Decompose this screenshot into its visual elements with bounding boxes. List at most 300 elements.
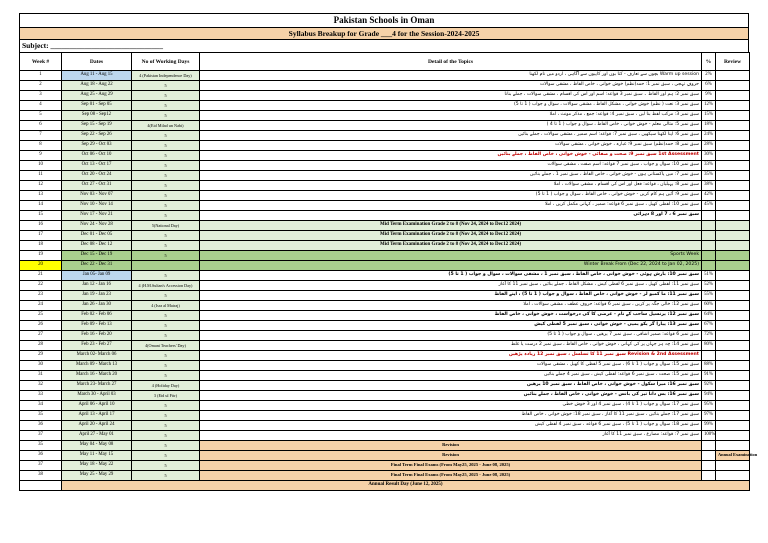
detail-cell: سبق نمبر 13: پیارا گر یکو یمپی - خوش خوانی ، سبق نمبر 5 لفظی کیش [200, 321, 702, 331]
percent-cell: 51% [702, 271, 716, 281]
detail-cell: سبق نمبر 3: مرکب لفظ بنا لیں ، سبق نمبر 4: قواعد: جمع ، مذکر مونث ، املا [200, 111, 702, 121]
detail-cell: سبق نمبر 10: بارش ہوئی - خوش خوانی ، خاص الفاظ ، سبق نمبر 1 ، مشقی سوالات ، سوال و جواب ( 1 تا 5) [200, 271, 702, 281]
syllabus-sheet [19, 13, 758, 491]
review-cell [716, 71, 750, 81]
table-row [20, 171, 750, 181]
detail-cell: سبق نمبر 9: آئیں ہم کام کریں - خوش خوانی ، خاص الفاظ ، سوال و جواب ( 1 تا 5) [200, 191, 702, 201]
table-row [20, 421, 750, 431]
week-cell: 3 [20, 91, 62, 101]
working-days-cell: 5 [132, 461, 200, 471]
table-row [20, 211, 750, 221]
review-cell [716, 331, 750, 341]
percent-cell: 94% [702, 391, 716, 401]
week-cell: 24 [20, 301, 62, 311]
dates-cell: Sep 15 - Sep 19 [62, 121, 132, 131]
detail-cell: سبق نمبر 15: صحت ، سبق نمبر 6 قواعد: لفظی کیش ، سبق نمبر 4 جملے بنائیں [200, 371, 702, 381]
table-row [20, 71, 750, 81]
dates-cell: Oct 20 - Oct 24 [62, 171, 132, 181]
review-cell [716, 231, 750, 241]
header-percent: % [702, 53, 716, 71]
subject-field: Subject: ______________________________ [19, 39, 749, 52]
detail-cell: سبق نمبر 15: سوال و جواب ( 1 تا 6) ، سبق نمبر 5 لفظی کا کھیل ، مشقی سوالات [200, 361, 702, 371]
page-title: Pakistan Schools in Oman [19, 13, 749, 27]
percent-cell: 100% [702, 431, 716, 441]
working-days-cell: 4(Omani Teachers' Day) [132, 341, 200, 351]
dates-cell: April 13 - April 17 [62, 411, 132, 421]
working-days-cell: 5 [132, 201, 200, 211]
working-days-cell: 5 [132, 231, 200, 241]
percent-cell: 55% [702, 291, 716, 301]
working-days-cell: 5 [132, 131, 200, 141]
dates-cell: Sep 08 - Sep12 [62, 111, 132, 121]
table-row [20, 161, 750, 171]
percent-cell: 91% [702, 371, 716, 381]
review-cell [716, 291, 750, 301]
header-detail: Detail of the Topics [200, 53, 702, 71]
detail-cell: Revision [200, 441, 702, 451]
detail-cell: Warm up session بچوں سے تعارف - کتا بوں اور کاپیوں سے آگاہی ، اردو میں نام لکھنا [200, 71, 702, 81]
dates-cell: Jan 26 - Jan 30 [62, 301, 132, 311]
dates-cell: Dec 22 - Dec 31 [62, 261, 132, 271]
table-row [20, 131, 750, 141]
table-row [20, 151, 750, 161]
percent-cell: 28% [702, 141, 716, 151]
week-cell: 17 [20, 231, 62, 241]
percent-cell [702, 451, 716, 461]
table-row [20, 311, 750, 321]
dates-cell: Feb 09 - Feb 13 [62, 321, 132, 331]
dates-cell: Oct 27 - Oct 31 [62, 181, 132, 191]
detail-cell: Sports Week [200, 251, 702, 261]
percent-cell [702, 441, 716, 451]
week-cell: 19 [20, 251, 62, 261]
review-cell [716, 381, 750, 391]
dates-cell: Jan 19 - Jan 23 [62, 291, 132, 301]
working-days-cell: 5 [132, 431, 200, 441]
week-cell: 10 [20, 161, 62, 171]
table-row [20, 231, 750, 241]
dates-cell: Sep 22 - Sep 26 [62, 131, 132, 141]
table-row [20, 271, 750, 281]
dates-cell: Jan 05- Jan 09 [62, 271, 132, 281]
table-row [20, 471, 750, 481]
working-days-cell: 5 [132, 181, 200, 191]
review-cell [716, 111, 750, 121]
week-cell: 1 [20, 71, 62, 81]
detail-cell: سبق نمبر 6: اپنا لکھنا سیکھیں ، سبق نمبر 7: قواعد: اسم ضمیر ، مشقی سوالات ، جملے بنائیں [200, 131, 702, 141]
dates-cell: March 02- March 06 [62, 351, 132, 361]
percent-cell: 60% [702, 301, 716, 311]
table-row [20, 191, 750, 201]
working-days-cell: 5 [132, 411, 200, 421]
week-cell: 30 [20, 361, 62, 371]
review-cell [716, 411, 750, 421]
detail-cell: سبق نمبر 3: نعت ( نظم) خوش خوانی ، مشکل الفاظ ، مشقی سوالات ، سوال و جواب ( 1 تا 5) [200, 101, 702, 111]
review-cell [716, 251, 750, 261]
detail-cell: Mid Term Examination Grade 2 to 8 (Nov 24, 2024 to Dec12 2024) [200, 231, 702, 241]
review-cell [716, 171, 750, 181]
working-days-cell: 5 [132, 291, 200, 301]
detail-cell: Revision [200, 451, 702, 461]
working-days-cell: 5 [132, 331, 200, 341]
week-cell: 11 [20, 171, 62, 181]
table-row [20, 221, 750, 231]
dates-cell: March 16 - March 20 [62, 371, 132, 381]
dates-cell: Feb 23 - Feb 27 [62, 341, 132, 351]
week-cell: 27 [20, 331, 62, 341]
table-row [20, 261, 750, 271]
detail-cell: سبق نمبر 16: میرا سکول - خوش خوانی ، خاص الفاظ ، سبق نمبر 10 یزھیں [200, 381, 702, 391]
percent-cell [702, 251, 716, 261]
week-cell: 25 [20, 311, 62, 321]
percent-cell: 42% [702, 191, 716, 201]
working-days-cell: 5 [132, 321, 200, 331]
dates-cell: Dec 01 - Dec 05 [62, 231, 132, 241]
table-row [20, 321, 750, 331]
table-row [20, 331, 750, 341]
review-cell: Annual Examination [716, 451, 750, 461]
dates-cell: Sep 01 - Sep 05 [62, 101, 132, 111]
percent-cell: 9% [702, 91, 716, 101]
review-cell [716, 211, 750, 221]
percent-cell [702, 221, 716, 231]
week-cell: 35 [20, 411, 62, 421]
percent-cell [702, 261, 716, 271]
working-days-cell: 5 [132, 141, 200, 151]
working-days-cell: 5 [132, 311, 200, 321]
table-row [20, 351, 750, 361]
table-row [20, 251, 750, 261]
percent-cell: 80% [702, 341, 716, 351]
detail-cell: سبق نمبر 12: یرنسپل ساحب کے نام - عرضی کا کی درخواست ، خوش خوانی ، خاص الفاظ [200, 311, 702, 321]
review-cell [716, 351, 750, 361]
dates-cell: Oct 13 - Oct 17 [62, 161, 132, 171]
working-days-cell: 3 (Eid ul Fitr) [132, 391, 200, 401]
detail-cell: سبق نمبر 12: خالی جگہ پر کریں ، سبق نمبر 6 قواعد: حروف عطف ، مشقی سوالات ، املا [200, 301, 702, 311]
week-cell: 32 [20, 381, 62, 391]
dates-cell: May 04 - May 08 [62, 441, 132, 451]
detail-cell: 1st Assessment سبق نمبر 9: صحت و صفائی - خوش خوانی ، خاص الفاظ ، جملے بنائیں [200, 151, 702, 161]
percent-cell [702, 461, 716, 471]
percent-cell: 35% [702, 171, 716, 181]
annual-result-row [20, 481, 750, 491]
dates-cell: April 06 - April 10 [62, 401, 132, 411]
week-cell: 34 [20, 401, 62, 411]
percent-cell [702, 471, 716, 481]
table-row [20, 451, 750, 461]
table-row [20, 141, 750, 151]
percent-cell: 72% [702, 331, 716, 341]
review-cell [716, 281, 750, 291]
detail-cell: سبق نمبر 18: سوال و جواب ( 1 تا 5) ، سبق نمبر 6 قواعد ، سبق نمبر 4 لفظی کیش [200, 421, 702, 431]
table-row [20, 391, 750, 401]
week-cell: 9 [20, 151, 62, 161]
percent-cell: 95% [702, 401, 716, 411]
working-days-cell: 5 [132, 271, 200, 281]
header-dates: Dates [62, 53, 132, 71]
table-row [20, 101, 750, 111]
table-row [20, 441, 750, 451]
detail-cell: سبق نمبر 10: لفظی کھیل ، سبق نمبر 6 قواعد: ضمیر ، کہانی مکمل کریں ، املا [200, 201, 702, 211]
dates-cell: Oct 06 - Oct 10 [62, 151, 132, 161]
review-cell [716, 391, 750, 401]
table-row [20, 91, 750, 101]
review-cell [716, 131, 750, 141]
week-cell: 37 [20, 461, 62, 471]
syllabus-subtitle: Syllabus Breakup for Grade ___4 for the Session-2024-2025 [19, 27, 749, 39]
percent-cell: 38% [702, 181, 716, 191]
detail-cell: سبق نمبر 11: ما کمیو لز - خوش خوانی ، خاص الفاظ ، سوال و جواب ( 1 تا 5) ، اپنے الفاظ [200, 291, 702, 301]
table-row [20, 381, 750, 391]
table-row [20, 431, 750, 441]
dates-cell: March 30 - April 03 [62, 391, 132, 401]
detail-cell: Winter Break From (Dec 22, 2024 to Jan 02, 2025) [200, 261, 702, 271]
dates-cell: Sep 29 - Oct 03 [62, 141, 132, 151]
review-cell [716, 201, 750, 211]
dates-cell: March 09 - March 13 [62, 361, 132, 371]
table-row [20, 411, 750, 421]
dates-cell: Aug 11 - Aug 15 [62, 71, 132, 81]
review-cell [716, 241, 750, 251]
working-days-cell: 5 [132, 161, 200, 171]
working-days-cell: 4 (Pakistan Independence Day) [132, 71, 200, 81]
working-days-cell: 5 [132, 211, 200, 221]
week-cell: 29 [20, 351, 62, 361]
review-cell [716, 221, 750, 231]
dates-cell: Dec 15 - Dec 19 [62, 251, 132, 261]
week-cell: 31 [20, 371, 62, 381]
dates-cell: April 20 - April 24 [62, 421, 132, 431]
review-cell [716, 341, 750, 351]
percent-cell: 99% [702, 421, 716, 431]
dates-cell: April 27 - May 01 [62, 431, 132, 441]
week-cell: 36 [20, 451, 62, 461]
detail-cell: سبق نمبر 10: سوال و جواب ، سبق نمبر 7 قواعد: اسم صفت ، مشقی سوالات [200, 161, 702, 171]
week-cell: 7 [20, 131, 62, 141]
dates-cell: Dec 08 - Dec 12 [62, 241, 132, 251]
working-days-cell: 5 [132, 191, 200, 201]
table-row [20, 201, 750, 211]
detail-cell: سبق نمبر 7: میں پاکستانی ہوں - خوش خوانی ، خاص الفاظ ، سبق نمبر 1 ، جملے بنائیں [200, 171, 702, 181]
review-cell [716, 81, 750, 91]
working-days-cell: 5 [132, 371, 200, 381]
week-cell: 36 [20, 421, 62, 431]
detail-cell: سبق نمبر 8: پہیلیاں ، قواعد: فعل اور اس کی اقسام ، مشقی سوالات ، املا [200, 181, 702, 191]
working-days-cell: 4 (H.M.Sultan's Accession Day) [132, 281, 200, 291]
review-cell [716, 141, 750, 151]
detail-cell: سبق نمبر 17: جملے بنائیں ، سبق نمبر 11 کا آغاز ، سبق نمبر 18: خوش خوانی ، خاص الفاظ [200, 411, 702, 421]
header-working-days: No of Working Days [132, 53, 200, 71]
week-cell: 8 [20, 141, 62, 151]
review-cell [716, 151, 750, 161]
review-cell [716, 471, 750, 481]
working-days-cell: 5 [132, 441, 200, 451]
table-row [20, 361, 750, 371]
header-week: Week # [20, 53, 62, 71]
annual-result-cell: Annual Result Day (June 12, 2025) [62, 481, 750, 491]
working-days-cell: 5 [132, 111, 200, 121]
working-days-cell [132, 261, 200, 271]
detail-cell: سبق نمبر 7: قواعد: مضارع ، سبق نمبر 11 کا آغاز [200, 431, 702, 441]
week-cell: 5 [20, 111, 62, 121]
table-body [20, 71, 758, 491]
week-cell: 6 [20, 121, 62, 131]
review-cell [716, 321, 750, 331]
dates-cell: Nov 17 - Nov 21 [62, 211, 132, 221]
header-review: Review [716, 53, 750, 71]
detail-cell: Final Term Final Exams (From May25, 2025 - June 08, 2025) [200, 461, 702, 471]
percent-cell: 88% [702, 361, 716, 371]
review-cell [716, 101, 750, 111]
percent-cell: 52% [702, 281, 716, 291]
week-cell: 13 [20, 191, 62, 201]
working-days-cell: 5 [132, 251, 200, 261]
review-cell [716, 311, 750, 321]
working-days-cell: 5 [132, 101, 200, 111]
review-cell [716, 191, 750, 201]
table-row [20, 111, 750, 121]
percent-cell: 15% [702, 111, 716, 121]
percent-cell [702, 211, 716, 221]
review-cell [716, 421, 750, 431]
review-cell [716, 121, 750, 131]
review-cell [716, 91, 750, 101]
percent-cell: 18% [702, 121, 716, 131]
percent-cell: 24% [702, 131, 716, 141]
working-days-cell: 5 [132, 421, 200, 431]
review-cell [716, 271, 750, 281]
table-row [20, 281, 750, 291]
week-cell: 4 [20, 101, 62, 111]
table-row [20, 301, 750, 311]
dates-cell: Nov 03 - Nov 07 [62, 191, 132, 201]
week-cell: 28 [20, 341, 62, 351]
week-cell: 12 [20, 181, 62, 191]
review-cell [716, 261, 750, 271]
percent-cell [702, 241, 716, 251]
detail-cell: سبق نمبر 16: بس دانا تیر کی بانس - خوش خوانی ، خاص الفاظ ، جملے بنائیں [200, 391, 702, 401]
week-cell: 35 [20, 441, 62, 451]
percent-cell: 6% [702, 81, 716, 91]
dates-cell: May 25 - May 29 [62, 471, 132, 481]
dates-cell: Aug 18 - Aug 22 [62, 81, 132, 91]
week-cell: 20 [20, 261, 62, 271]
working-days-cell: 5(National Day) [132, 221, 200, 231]
detail-cell: Mid Term Examination Grade 2 to 8 (Nov 24, 2024 to Dec12 2024) [200, 241, 702, 251]
detail-cell: سبق نمبر 6 قواعد: ضمیر اشاقی ، سبق نمبر 7 یزھیں ، سوال و جواب ( 1 تا 5) [200, 331, 702, 341]
week-cell: 37 [20, 431, 62, 441]
week-cell: 15 [20, 211, 62, 221]
review-cell [716, 371, 750, 381]
percent-cell: 33% [702, 161, 716, 171]
working-days-cell: 5 [132, 361, 200, 371]
detail-cell: حروفِ تہجی ، سبق نمبر 1: حمد(نظم) خوش خوانی ، خاص الفاظ ، مشقی سوالات [200, 81, 702, 91]
table-row [20, 461, 750, 471]
table-header-row [20, 53, 750, 71]
table-row [20, 181, 750, 191]
detail-cell: Revision & 2nd Assessment سبق نمبر 11 کا تسلسل ، سبق نمبر 12 زیادہ پڑھیں [200, 351, 702, 361]
dates-cell: Nov 24 - Nov 28 [62, 221, 132, 231]
working-days-cell: 5 [132, 91, 200, 101]
detail-cell: سبق نمبر 14: چہ ہر جہاں پر کی کہانی ، خوش خوانی ، خاص الفاظ ، سبق نمبر 2 درست یا غلط [200, 341, 702, 351]
working-days-cell: 5 [132, 451, 200, 461]
review-cell [716, 161, 750, 171]
table-row [20, 401, 750, 411]
percent-cell [702, 231, 716, 241]
detail-cell: سبق نمبر 17: سوال و جواب ( 1 تا 4) ، سبق نمبر 4 اور 3 خوش خطی [200, 401, 702, 411]
dates-cell: March 23- March 27 [62, 381, 132, 391]
detail-cell: سبق نمبر 2: ہم اور الفاظ ۔ سبق نمبر 3 قواعد: اسم اور اس کی اقسام ، مشقی سوالات ، جملے بنانا [200, 91, 702, 101]
working-days-cell: 4(Eid Milad un Nabi) [132, 121, 200, 131]
percent-cell: 97% [702, 411, 716, 421]
dates-cell: May 11 - May 15 [62, 451, 132, 461]
week-cell: 33 [20, 391, 62, 401]
working-days-cell: 5 [132, 151, 200, 161]
working-days-cell: 5 [132, 401, 200, 411]
week-cell: 21 [20, 271, 62, 281]
week-cell: 14 [20, 201, 62, 211]
percent-cell: 67% [702, 321, 716, 331]
dates-cell: Feb 02 - Feb 06 [62, 311, 132, 321]
detail-cell: سبق نمبر 5: مثالی معلم - خوش خوانی ، خاص الفاظ ، سوال و جواب ( 1 تا 4 ) [200, 121, 702, 131]
week-cell: 2 [20, 81, 62, 91]
working-days-cell: 4 (Holiday Day) [132, 381, 200, 391]
working-days-cell: 5 [132, 471, 200, 481]
syllabus-table [19, 52, 758, 491]
percent-cell: 30% [702, 151, 716, 161]
dates-cell: May 18 - May 22 [62, 461, 132, 471]
percent-cell: 64% [702, 311, 716, 321]
working-days-cell: 5 [132, 81, 200, 91]
percent-cell: 45% [702, 201, 716, 211]
table-row [20, 241, 750, 251]
review-cell [716, 431, 750, 441]
working-days-cell: 5 [132, 241, 200, 251]
dates-cell: Feb 16 - Feb 20 [62, 331, 132, 341]
percent-cell: 12% [702, 101, 716, 111]
dates-cell: Jan 12 - Jan 16 [62, 281, 132, 291]
working-days-cell: 4 (Isra al Mairaj) [132, 301, 200, 311]
review-cell [716, 461, 750, 471]
detail-cell: Mid Term Examination Grade 2 to 8 (Nov 24, 2024 to Dec12 2024) [200, 221, 702, 231]
review-cell [716, 301, 750, 311]
week-cell: 26 [20, 321, 62, 331]
table-row [20, 81, 750, 91]
week-cell [20, 481, 62, 491]
table-row [20, 121, 750, 131]
dates-cell: Nov 10 - Nov 14 [62, 201, 132, 211]
review-cell [716, 441, 750, 451]
detail-cell: سبق نمبر 6 ، 7 اور 8 دہرائی [200, 211, 702, 221]
percent-cell: 2% [702, 71, 716, 81]
review-cell [716, 181, 750, 191]
table-row [20, 371, 750, 381]
detail-cell: Final Term Final Exams (From May25, 2025 - June 08, 2025) [200, 471, 702, 481]
dates-cell: Aug 25 - Aug 29 [62, 91, 132, 101]
review-cell [716, 361, 750, 371]
week-cell: 16 [20, 221, 62, 231]
percent-cell [702, 351, 716, 361]
detail-cell: سبق نمبر 8: حمد(نظم) سبق نمبر 9: غبارہ ، خوش خوانی ، مشقی سوالات [200, 141, 702, 151]
week-cell: 23 [20, 291, 62, 301]
detail-cell: سبق نمبر 11: لفظی کھیل ، سبق نمبر 6 لفظی کیش ، مشکل الفاظ ، جملے بنائیں ، سبق نمبر 11 کا آغاز [200, 281, 702, 291]
working-days-cell: 5 [132, 171, 200, 181]
table-row [20, 341, 750, 351]
week-cell: 22 [20, 281, 62, 291]
week-cell: 18 [20, 241, 62, 251]
percent-cell: 92% [702, 381, 716, 391]
review-cell [716, 401, 750, 411]
